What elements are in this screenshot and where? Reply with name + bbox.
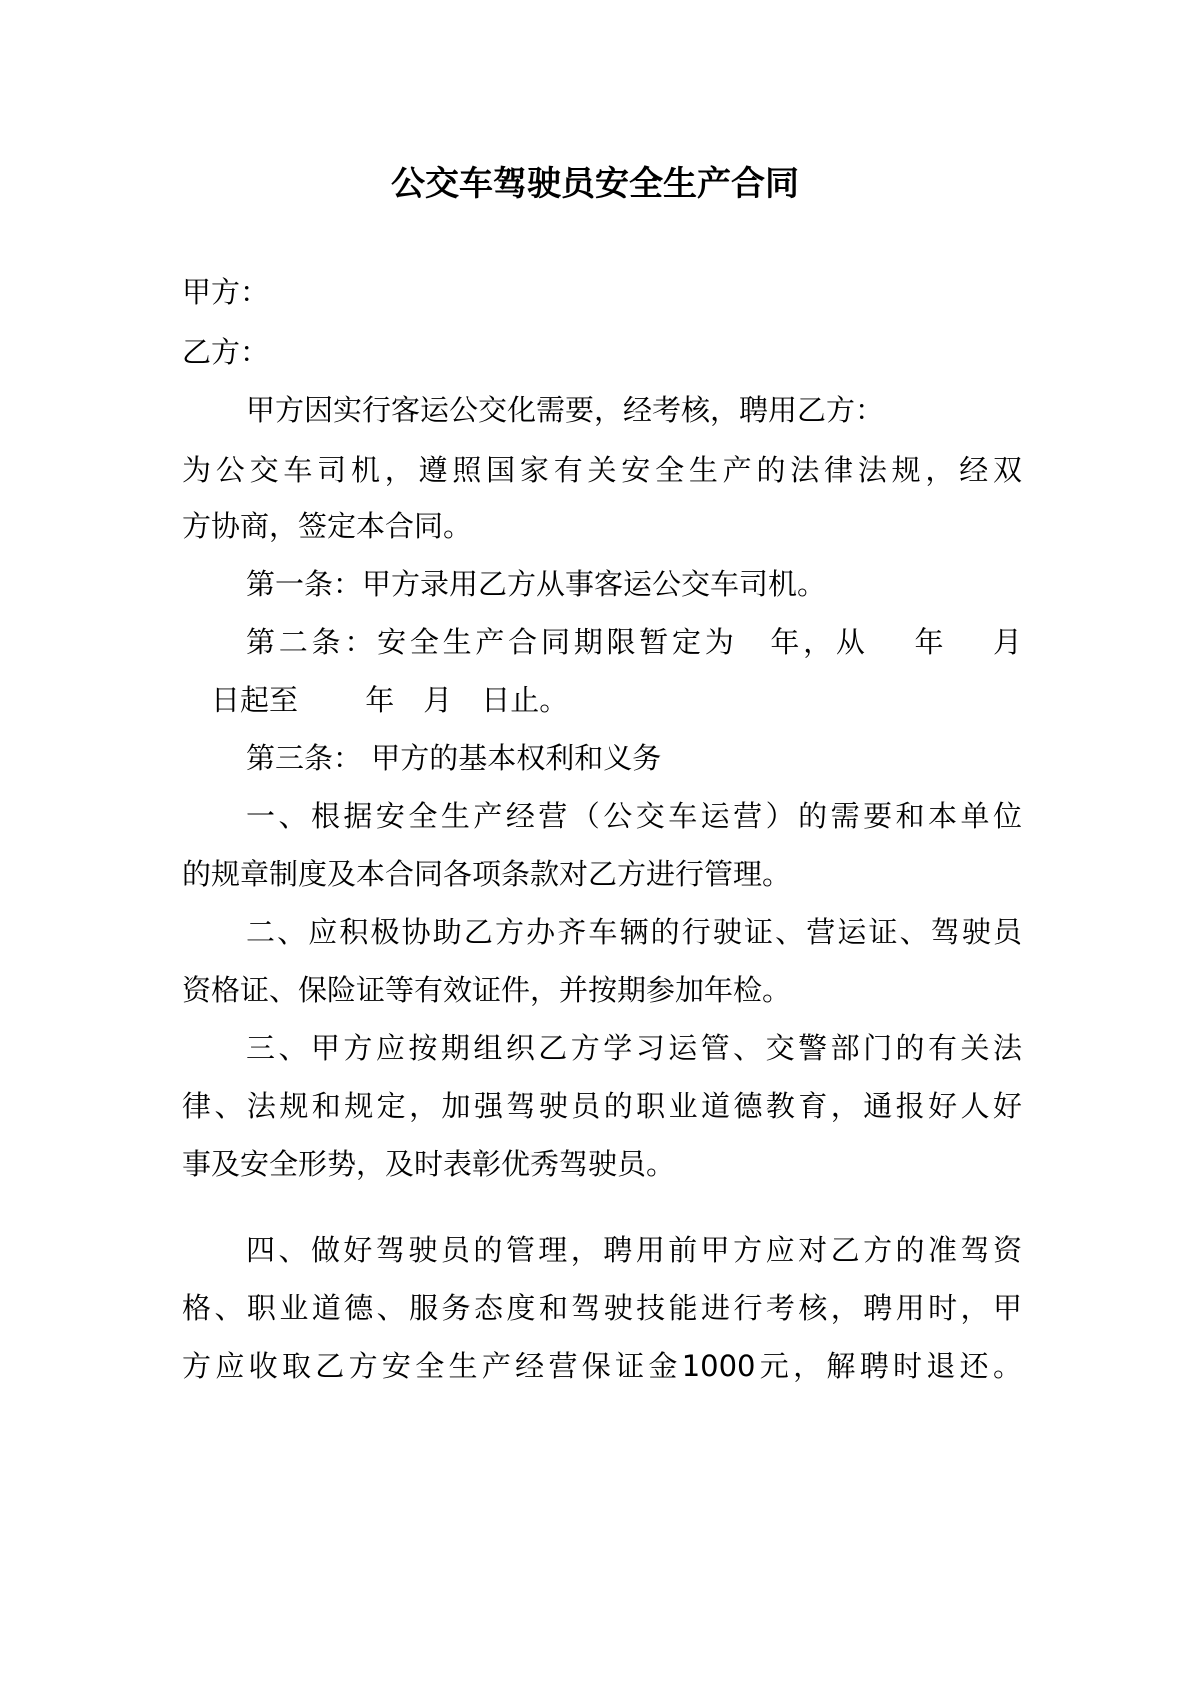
intro-line-2: 为公交车司机，遵照国家有关安全生产的法律法规，经双 bbox=[182, 453, 1022, 487]
party-b-line: 乙方： bbox=[182, 335, 270, 369]
party-a-line: 甲方： bbox=[182, 275, 270, 309]
clause-1-line-2: 的规章制度及本合同各项条款对乙方进行管理。 bbox=[182, 857, 792, 891]
clause-1-line-1: 一、根据安全生产经营（公交车运营）的需要和本单位 bbox=[246, 799, 1022, 833]
clause-3-line-1: 三、甲方应按期组织乙方学习运管、交警部门的有关法 bbox=[246, 1031, 1022, 1065]
article-1-line: 第一条：甲方录用乙方从事客运公交车司机。 bbox=[246, 567, 827, 601]
clause-3-line-3: 事及安全形势，及时表彰优秀驾驶员。 bbox=[182, 1147, 676, 1181]
clause-4-line-2: 格、职业道德、服务态度和驾驶技能进行考核，聘用时，甲 bbox=[182, 1291, 1022, 1325]
clause-4-line-3: 方应收取乙方安全生产经营保证金1000元，解聘时退还。 bbox=[182, 1349, 1022, 1383]
intro-line-1: 甲方因实行客运公交化需要，经考核，聘用乙方： bbox=[246, 393, 885, 427]
document-title: 公交车驾驶员安全生产合同 bbox=[391, 164, 799, 204]
clause-4-line-1: 四、做好驾驶员的管理，聘用前甲方应对乙方的准驾资 bbox=[246, 1233, 1022, 1267]
article-2-line-2: 日起至 年 月 日止。 bbox=[182, 683, 569, 717]
intro-line-3: 方协商，签定本合同。 bbox=[182, 509, 473, 543]
article-2-line-1: 第二条：安全生产合同期限暂定为 年，从 年 月 bbox=[246, 625, 1022, 659]
clause-2-line-2: 资格证、保险证等有效证件，并按期参加年检。 bbox=[182, 973, 792, 1007]
clause-2-line-1: 二、应积极协助乙方办齐车辆的行驶证、营运证、驾驶员 bbox=[246, 915, 1022, 949]
clause-3-line-2: 律、法规和规定，加强驾驶员的职业道德教育，通报好人好 bbox=[182, 1089, 1022, 1123]
article-3-heading: 第三条： 甲方的基本权利和义务 bbox=[246, 741, 662, 775]
